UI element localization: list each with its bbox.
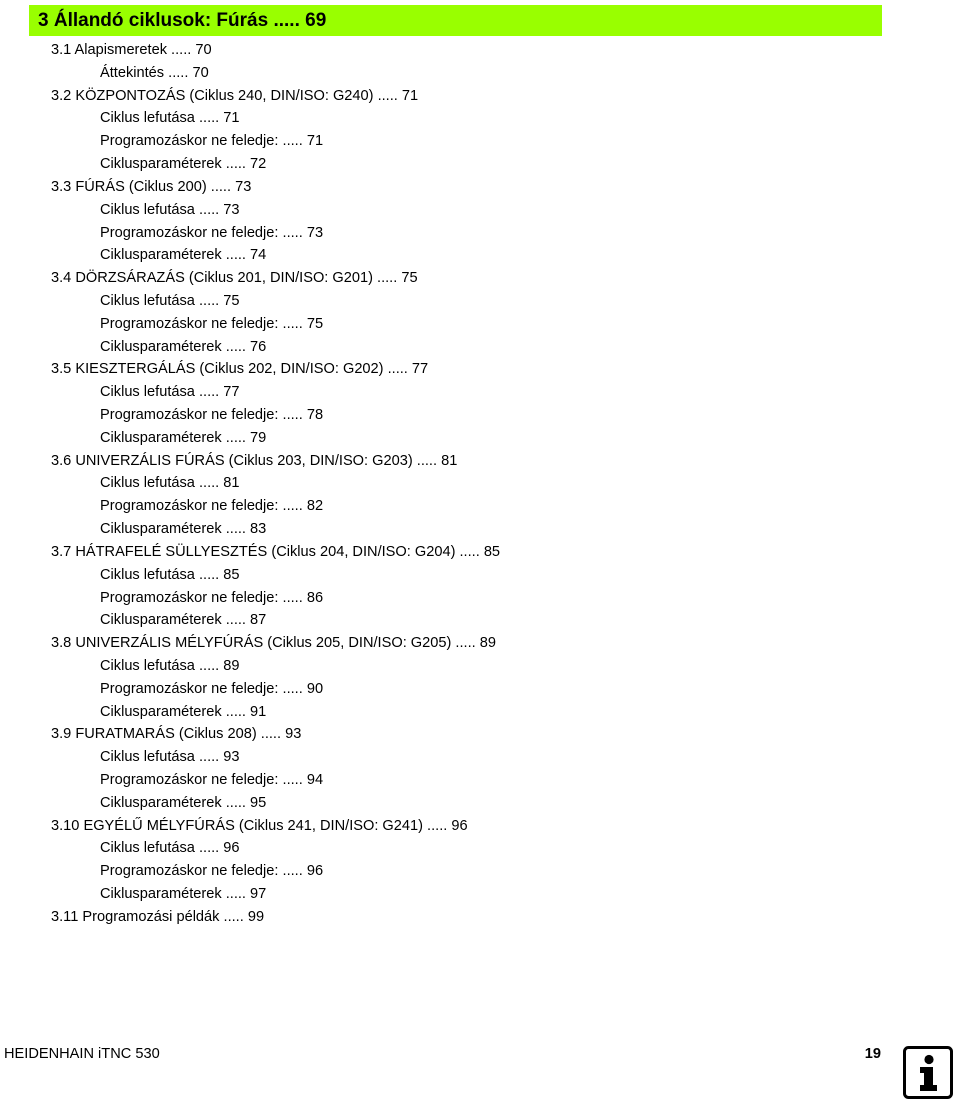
toc-section-entry[interactable]: 3.4 DÖRZSÁRAZÁS (Ciklus 201, DIN/ISO: G201) ..... 75 — [51, 270, 418, 287]
toc-subsection-entry[interactable]: Programozáskor ne feledje: ..... 71 — [100, 133, 324, 150]
toc-subsection-entry[interactable]: Programozáskor ne feledje: ..... 94 — [100, 772, 324, 788]
toc-section-entry[interactable]: 3.9 FURATMARÁS (Ciklus 208) ..... 93 — [51, 726, 302, 743]
toc-subsection-entry[interactable]: Programozáskor ne feledje: ..... 90 — [100, 680, 324, 697]
toc-subsection-entry[interactable]: Ciklus lefutása ..... 93 — [100, 749, 240, 766]
toc-subsection-entry[interactable]: Ciklusparaméterek ..... 97 — [100, 886, 267, 903]
toc-subsection-entry[interactable]: Ciklus lefutása ..... 75 — [100, 292, 240, 309]
toc-section-entry[interactable]: 3.5 KIESZTERGÁLÁS (Ciklus 202, DIN/ISO: G202) ..... 77 — [51, 361, 429, 378]
toc-subsection-entry[interactable]: Ciklusparaméterek ..... 83 — [100, 521, 267, 538]
toc-section-entry[interactable]: 3.3 FÚRÁS (Ciklus 200) ..... 73 — [51, 178, 252, 195]
toc-subsection-entry[interactable]: Ciklus lefutása ..... 77 — [100, 384, 240, 401]
toc-subsection-entry[interactable]: Ciklus lefutása ..... 96 — [100, 840, 240, 857]
toc-subsection-entry[interactable]: Ciklusparaméterek ..... 76 — [100, 338, 267, 355]
toc-subsection-entry[interactable]: Programozáskor ne feledje: ..... 75 — [100, 315, 324, 332]
toc-subsection-entry[interactable]: Programozáskor ne feledje: ..... 78 — [100, 407, 324, 423]
toc-subsection-entry[interactable]: Ciklus lefutása ..... 81 — [100, 475, 240, 492]
toc-section-entry[interactable]: 3.8 UNIVERZÁLIS MÉLYFÚRÁS (Ciklus 205, DIN/ISO: G205) ..... 89 — [51, 635, 496, 652]
toc-section-entry[interactable]: 3.11 Programozási példák ..... 99 — [51, 908, 265, 925]
info-icon — [903, 1046, 953, 1099]
toc-subsection-entry[interactable]: Ciklusparaméterek ..... 79 — [100, 429, 267, 446]
toc-subsection-entry[interactable]: Programozáskor ne feledje: ..... 82 — [100, 498, 324, 515]
toc-subsection-entry[interactable]: Programozáskor ne feledje: ..... 96 — [100, 863, 324, 880]
table-of-contents — [0, 39, 960, 929]
page-number: 19 — [864, 1046, 881, 1062]
toc-subsection-entry[interactable]: Programozáskor ne feledje: ..... 73 — [100, 224, 324, 241]
toc-subsection-entry[interactable]: Ciklusparaméterek ..... 91 — [100, 703, 267, 720]
toc-section-entry[interactable]: 3.2 KÖZPONTOZÁS (Ciklus 240, DIN/ISO: G240) ..... 71 — [51, 87, 419, 104]
toc-subsection-entry[interactable]: Ciklusparaméterek ..... 74 — [100, 247, 267, 264]
toc-subsection-entry[interactable]: Áttekintés ..... 70 — [100, 64, 209, 81]
toc-section-entry[interactable]: 3.1 Alapismeretek ..... 70 — [51, 42, 212, 58]
toc-subsection-entry[interactable]: Ciklus lefutása ..... 73 — [100, 201, 240, 218]
toc-subsection-entry[interactable]: Programozáskor ne feledje: ..... 86 — [100, 589, 324, 606]
toc-subsection-entry[interactable]: Ciklusparaméterek ..... 87 — [100, 612, 267, 629]
toc-section-entry[interactable]: 3.10 EGYÉLŰ MÉLYFÚRÁS (Ciklus 241, DIN/ISO: G241) ..... 96 — [51, 817, 468, 834]
chapter-heading: 3 Állandó ciklusok: Fúrás ..... 69 — [29, 5, 882, 36]
footer-product-name: HEIDENHAIN iTNC 530 — [4, 1046, 160, 1062]
toc-subsection-entry[interactable]: Ciklus lefutása ..... 71 — [100, 110, 240, 127]
toc-subsection-entry[interactable]: Ciklusparaméterek ..... 95 — [100, 794, 267, 811]
toc-subsection-entry[interactable]: Ciklus lefutása ..... 85 — [100, 566, 240, 583]
toc-section-entry[interactable]: 3.7 HÁTRAFELÉ SÜLLYESZTÉS (Ciklus 204, DIN/ISO: G204) ..... 85 — [51, 543, 501, 560]
toc-subsection-entry[interactable]: Ciklusparaméterek ..... 72 — [100, 156, 267, 173]
toc-subsection-entry[interactable]: Ciklus lefutása ..... 89 — [100, 657, 240, 674]
toc-section-entry[interactable]: 3.6 UNIVERZÁLIS FÚRÁS (Ciklus 203, DIN/ISO: G203) ..... 81 — [51, 452, 458, 469]
